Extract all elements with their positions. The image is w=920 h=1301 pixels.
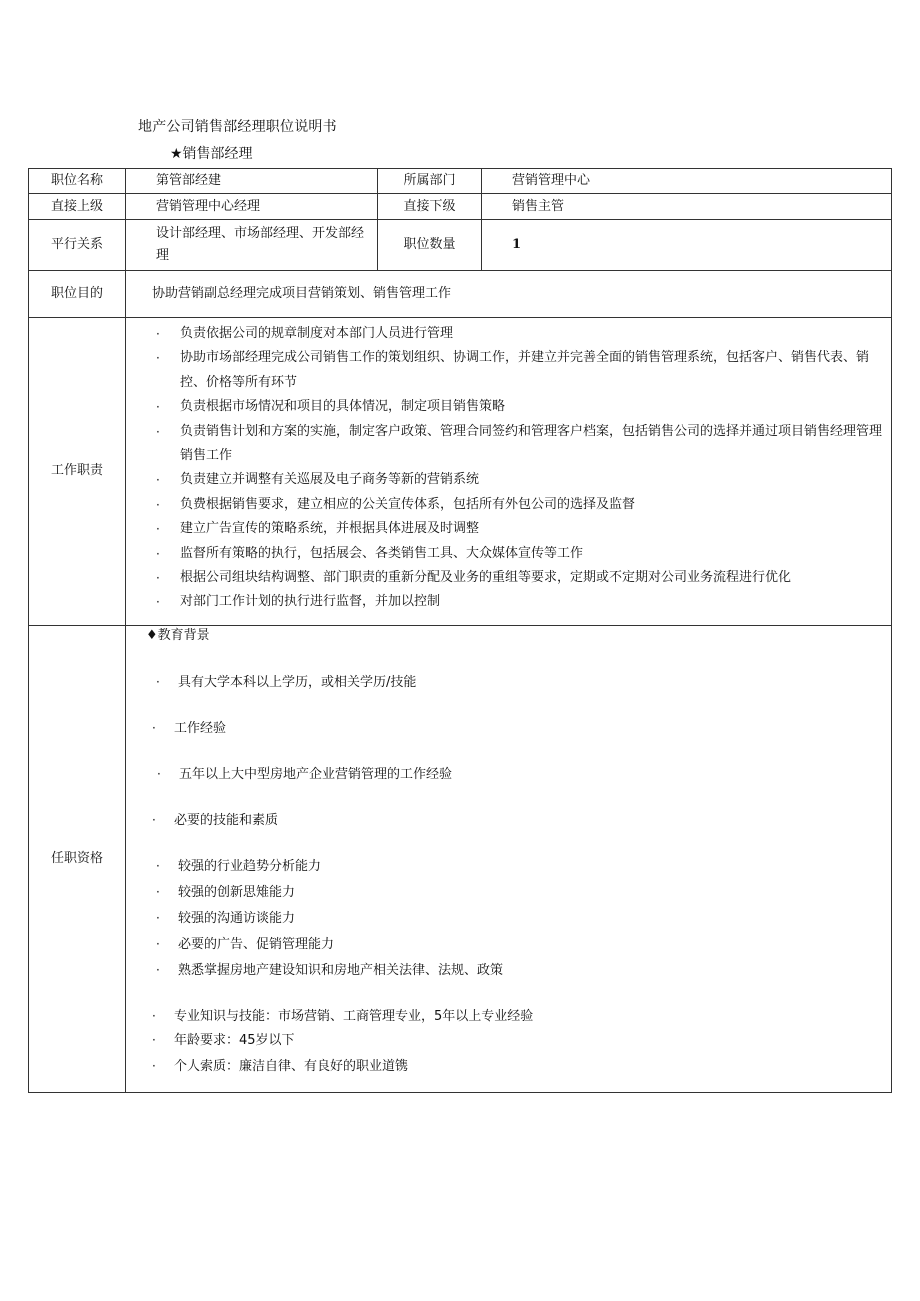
bullet-glyph: ·	[156, 674, 160, 689]
duty-item	[126, 517, 891, 541]
qualifications-block	[126, 626, 891, 1092]
skill-text: 必要的广告、促销管理能力	[178, 936, 335, 952]
duty-list	[126, 318, 891, 625]
bullet-glyph: ·	[156, 858, 160, 873]
experience-heading-item	[152, 716, 226, 741]
parallel-label: 平行关系	[29, 220, 126, 271]
superior-label: 直接上级	[29, 194, 126, 220]
skill-item	[156, 932, 334, 957]
duty-item	[126, 420, 891, 469]
qualifications-label: 任职资格	[29, 625, 126, 1092]
duty-item	[126, 322, 891, 346]
duty-text: 协助市场部经理完成公司销售工作的策划组织、协调工作，并建立并完善全面的销售管理系统，包括客户、销售代表、销控、价格等所有环节	[180, 350, 870, 390]
bullet-glyph: ·	[156, 351, 160, 366]
skill-text: 较强的创新思雉能力	[178, 884, 296, 900]
qualifications-cell	[126, 625, 892, 1092]
duty-text: 根据公司组块结构调整、部门职责的重新分配及业务的重组等要求，定期或不定期对公司业务流程进行优化	[180, 570, 792, 586]
document-title: 地产公司销售部经理职位说明书	[138, 119, 337, 135]
duty-text: 监督所有策略的执行，包括展会、各类销售工具、大众媒体宣传等工作	[180, 545, 584, 561]
purpose-value: 协助营销副总经理完成项目营销策划、销售管理工作	[126, 271, 892, 318]
bullet-glyph: ·	[156, 595, 160, 610]
document-subtitle: ★销售部经理	[170, 146, 253, 162]
duty-text: 建立广告宣传的策略系统，并根据具体进展及时调整	[180, 521, 480, 537]
row-parallel	[29, 220, 892, 271]
row-purpose	[29, 271, 892, 318]
department-value: 营销管理中心	[482, 169, 892, 194]
bullet-glyph: ·	[152, 1032, 156, 1047]
age-text: 年龄要求：45岁以下	[174, 1032, 295, 1048]
subordinate-value: 销售主管	[482, 194, 892, 220]
duties-cell	[126, 318, 892, 626]
position-name-value: 第管部经建	[126, 169, 378, 194]
skill-text: 较强的沟通访谈能力	[178, 910, 296, 926]
duty-item	[126, 542, 891, 566]
education-heading: ♦教育背景	[146, 627, 210, 643]
parallel-value: 设计部经理、市场部经理、开发部经理	[126, 220, 378, 271]
skill-item	[156, 880, 295, 905]
duty-item	[126, 590, 891, 614]
bullet-glyph: ·	[156, 424, 160, 439]
duty-text: 负责根据市场情况和项目的具体情况，制定项目销售策略	[180, 399, 506, 415]
skill-item	[156, 958, 503, 983]
bullet-glyph: ·	[157, 766, 161, 781]
duty-text: 对部门工作计划的执行进行监督，并加以控制	[180, 594, 441, 610]
experience-heading: 工作经验	[174, 720, 227, 736]
duty-item	[126, 468, 891, 492]
personal-text: 个人索质：廉洁自律、有良好的职业道镌	[174, 1058, 409, 1074]
bullet-glyph: ·	[156, 473, 160, 488]
row-position-name	[29, 169, 892, 194]
duties-label: 工作职责	[29, 318, 126, 626]
bullet-glyph: ·	[156, 571, 160, 586]
skill-text: 熟悉掌握房地产建设知识和房地产相关法律、法规、政策	[178, 962, 504, 978]
bullet-glyph: ·	[156, 884, 160, 899]
bullet-glyph: ·	[156, 962, 160, 977]
duty-item	[126, 493, 891, 517]
experience-text: 五年以上大中型房地产企业营销管理的工作经验	[179, 766, 453, 782]
skill-item	[156, 854, 321, 879]
education-text: 具有大学本科以上学历，或相关学历/技能	[178, 674, 417, 690]
professional-text: 专业知识与技能：市场营销、工商管理专业，5年以上专业经验	[174, 1008, 534, 1024]
age-item	[152, 1028, 295, 1053]
department-label: 所属部门	[378, 169, 482, 194]
row-duties	[29, 318, 892, 626]
professional-item	[152, 1004, 533, 1029]
bullet-glyph: ·	[156, 910, 160, 925]
row-superior	[29, 194, 892, 220]
bullet-glyph: ·	[156, 546, 160, 561]
experience-item	[157, 762, 452, 787]
personal-item	[152, 1054, 408, 1079]
skill-item	[156, 906, 295, 931]
superior-value: 营销管理中心经理	[126, 194, 378, 220]
duty-item	[126, 346, 891, 395]
duty-item	[126, 566, 891, 590]
bullet-glyph: ·	[152, 1008, 156, 1023]
job-spec-table	[28, 168, 892, 1093]
bullet-glyph: ·	[156, 400, 160, 415]
duty-text: 负责依据公司的规章制度对本部门人员进行管理	[180, 326, 454, 341]
duty-text: 负责建立并调整有关巡展及电子商务等新的营销系统	[180, 472, 480, 488]
subordinate-label: 直接下级	[378, 194, 482, 220]
bullet-glyph: ·	[156, 522, 160, 537]
bullet-glyph: ·	[152, 1058, 156, 1073]
bullet-glyph: ·	[156, 936, 160, 951]
duty-text: 负责销售计划和方案的实施，制定客户政策、管理合同签约和管理客户档案，包括销售公司的选择并通过项目销售经理管理销售工作	[180, 423, 883, 464]
bullet-glyph: ·	[156, 327, 160, 341]
bullet-glyph: ·	[156, 497, 160, 512]
position-name-label: 职位名称	[29, 169, 126, 194]
skills-heading-item	[152, 808, 278, 833]
bullet-glyph: ·	[152, 812, 156, 827]
position-count-value: 1	[482, 220, 892, 271]
education-item	[156, 670, 416, 695]
purpose-label: 职位目的	[29, 271, 126, 318]
skills-heading: 必要的技能和素质	[174, 812, 279, 828]
duty-item	[126, 395, 891, 419]
bullet-glyph: ·	[152, 720, 156, 735]
duty-text: 负费根据销售要求，建立相应的公关宣传体系，包括所有外包公司的选择及监督	[180, 496, 636, 512]
position-count-label: 职位数量	[378, 220, 482, 271]
skill-text: 较强的行业趋势分析能力	[178, 858, 322, 874]
row-qualifications	[29, 625, 892, 1092]
